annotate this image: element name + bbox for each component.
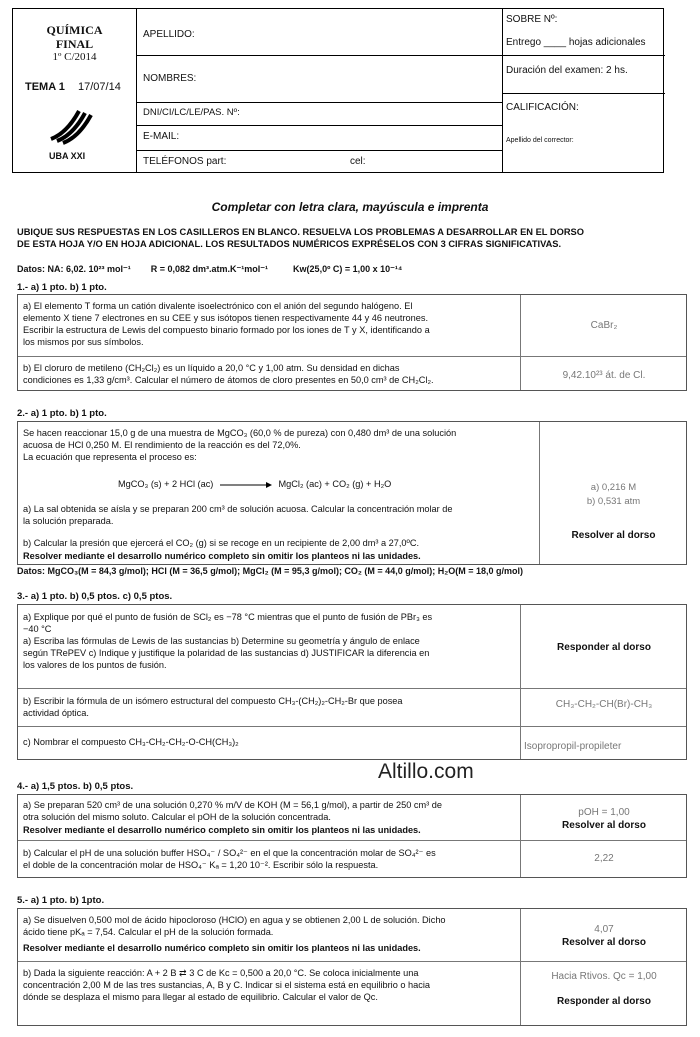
q2-title: 2.- a) 1 pto. b) 1 pto. bbox=[17, 408, 107, 419]
exam-header bbox=[12, 8, 664, 173]
q4a-text: a) Se preparan 520 cm³ de una solución 0,270 % m/V de KOH (M = 56,1 g/mol), a partir de 250 cm³ de otra solución del mismo soluto. Calcular el pOH de la solución concentrada. bbox=[23, 800, 443, 822]
q5b-answer[interactable]: Hacia Rtivos. Qc = 1,00 bbox=[551, 971, 657, 982]
calificacion-field[interactable]: CALIFICACIÓN: bbox=[506, 102, 579, 113]
subtitle: Completar con letra clara, mayúscula e imprenta bbox=[211, 200, 489, 214]
q5-box bbox=[17, 908, 687, 1026]
corrector-field[interactable]: Apellido del corrector: bbox=[506, 137, 574, 144]
q5b-text: b) Dada la siguiente reacción: A + 2 B ⇄ 3 C de Kc = 0,500 a 20,0 °C. Se coloca inicialmente una concentración 2,00 M de las tres sustancias, A, B y C. Indicar si el sistema está en equilibrio o hacia dónde se desplaza el mismo para llegar al estado de equilibrio. Calcular el valor de Qc. bbox=[23, 968, 431, 1002]
q1-title: 1.- a) 1 pto. b) 1 pto. bbox=[17, 282, 107, 293]
q4b-answer[interactable]: 2,22 bbox=[594, 853, 614, 864]
q5a-answer[interactable]: 4,07 bbox=[594, 924, 614, 935]
q5a-resolver: Resolver mediante el desarrollo numérico completo sin omitir los planteos ni las unidades. bbox=[23, 943, 421, 953]
uba-logo-icon bbox=[49, 109, 95, 147]
q3c-text: c) Nombrar el compuesto CH₃-CH₂-CH₂-O-CH(CH₃)₂ bbox=[23, 737, 239, 747]
q1a-text: a) El elemento T forma un catión divalente isoelectrónico con el anión del segundo halógeno. El elemento X tiene 7 electrones en su CEE y sus isótopos tienen respectivamente 44 y 46 neutrones. Escribir la estructura de Lewis del compuesto binario formado por los iones de T y X, identificando a los mismos por sus símbolos. bbox=[23, 301, 430, 347]
exam-title-line2: FINAL bbox=[55, 37, 94, 51]
logo-text: UBA XXI bbox=[49, 151, 86, 161]
q3a-text: a) Explique por qué el punto de fusión de SCl₂ es −78 °C mientras que el punto de fusión de PBr₃ es −40 °C a) Escriba las fórmulas de Lewis de las sustancias b) Determine su geometría y ángulo de enlace según TRePEV c) Indique y justifique la polaridad de las sustancias d) JUSTIFICAR la diferencia en los valores de los puntos de fusión. bbox=[23, 612, 433, 670]
q2a-answer[interactable]: a) 0,216 M bbox=[590, 482, 637, 493]
email-field[interactable]: E-MAIL: bbox=[143, 131, 180, 142]
apellido-field[interactable]: APELLIDO: bbox=[143, 29, 195, 40]
q4-title: 4.- a) 1,5 ptos. b) 0,5 ptos. bbox=[17, 781, 134, 792]
instructions-line2: DE ESTA HOJA Y/O EN HOJA ADICIONAL. LOS RESULTADOS NUMÉRICOS EXPRÉSELOS CON 3 CIFRAS SIGNIFICATIVAS. bbox=[17, 239, 562, 249]
datos-constants: Datos: NA: 6,02. 10²³ mol⁻¹ R = 0,082 dm³.atm.K⁻¹mol⁻¹ Kw(25,0º C) = 1,00 x 10⁻¹⁴ bbox=[17, 264, 403, 274]
q2a-text: a) La sal obtenida se aísla y se preparan 200 cm³ de solución acuosa. Calcular la concentración molar de la solución preparada. bbox=[23, 504, 453, 526]
q5a-answer-dorso[interactable]: Resolver al dorso bbox=[562, 937, 646, 948]
q4-box bbox=[17, 794, 687, 878]
sobre-field[interactable]: SOBRE Nº: bbox=[506, 14, 558, 25]
q1b-text: b) El cloruro de metileno (CH₂Cl₂) es un líquido a 20,0 °C y 1,00 atm. Su densidad en dichas condiciones es 1,33 g/cm³. Calcular el número de átomos de cloro presentes en 50,0 cm³ de CH₂Cl₂. bbox=[23, 363, 434, 385]
q3b-text: b) Escribir la fórmula de un isómero estructural del compuesto CH₃-(CH₂)₂-CH₂-Br que posea actividad óptica. bbox=[23, 696, 403, 718]
reaction-arrow-icon bbox=[220, 481, 272, 489]
duracion-label: Duración del examen: 2 hs. bbox=[506, 65, 628, 76]
q5-title: 5.- a) 1 pto. b) 1pto. bbox=[17, 895, 105, 906]
exam-date: 17/07/14 bbox=[78, 81, 121, 93]
exam-title-line1: QUÍMICA bbox=[46, 23, 103, 37]
q5a-text: a) Se disuelven 0,500 mol de ácido hipocloroso (HClO) en agua y se obtienen 2,00 L de solución. Dicho ácido tiene pKₐ = 7,54. Calcular el pH de la solución formada. bbox=[23, 915, 446, 937]
q1a-answer[interactable]: CaBr₂ bbox=[590, 320, 618, 331]
q4a-answer[interactable]: pOH = 1,00 bbox=[578, 807, 630, 818]
q2-text: Se hacen reaccionar 15,0 g de una muestra de MgCO₃ (60,0 % de pureza) con 0,480 dm³ de una solución acuosa de HCl 0,250 M. El rendimiento de la reacción es del 72,0%. La ecuación que representa el proceso es: bbox=[23, 428, 457, 462]
watermark: Altillo.com bbox=[378, 760, 474, 783]
exam-term: 1º C/2014 bbox=[52, 51, 97, 63]
q4a-answer-dorso[interactable]: Resolver al dorso bbox=[562, 820, 646, 831]
cel-field[interactable]: cel: bbox=[350, 156, 366, 167]
q3c-answer[interactable]: Isopropropil-propileter bbox=[524, 741, 622, 752]
instructions-line1: UBIQUE SUS RESPUESTAS EN LOS CASILLEROS EN BLANCO. RESUELVA LOS PROBLEMAS A DESARROLLAR EN EL DORSO bbox=[17, 227, 584, 237]
dni-field[interactable]: DNI/CI/LC/LE/PAS. Nº: bbox=[143, 107, 240, 118]
q2-datos: Datos: MgCO₃(M = 84,3 g/mol); HCl (M = 36,5 g/mol); MgCl₂ (M = 95,3 g/mol); CO₂ (M = 44,0 g/mol); H₂O(M = 18,0 g/mol) bbox=[17, 566, 523, 576]
q1b-answer[interactable]: 9,42.10²³ át. de Cl. bbox=[562, 370, 646, 381]
q2-equation: MgCO₃ (s) + 2 HCl (ac) MgCl₂ (ac) + CO₂ (g) + H₂O bbox=[118, 479, 392, 489]
q2-resolver: Resolver mediante el desarrollo numérico completo sin omitir los planteos ni las unidades. bbox=[23, 551, 421, 561]
q2-box bbox=[17, 421, 687, 565]
q3a-answer[interactable]: Responder al dorso bbox=[557, 642, 651, 653]
q4b-text: b) Calcular el pH de una solución buffer HSO₄⁻ / SO₄²⁻ en el que la concentración molar de SO₄²⁻ es el doble de la concentración molar de HSO₄⁻ Kₐ = 1,20 10⁻². Escribir sólo la respuesta. bbox=[23, 848, 436, 870]
q2b-text: b) Calcular la presión que ejercerá el CO₂ (g) si se recoge en un recipiente de 2,00 dm³ a 27,0ºC. bbox=[23, 538, 420, 548]
tema-label: TEMA 1 bbox=[25, 81, 65, 93]
q2b-answer[interactable]: b) 0,531 atm bbox=[586, 496, 641, 507]
q3-title: 3.- a) 1 pto. b) 0,5 ptos. c) 0,5 ptos. bbox=[17, 591, 173, 602]
entrego-field[interactable]: Entrego ____ hojas adicionales bbox=[506, 37, 646, 48]
q4a-resolver: Resolver mediante el desarrollo numérico completo sin omitir los planteos ni las unidades. bbox=[23, 825, 421, 835]
q3b-answer[interactable]: CH₃-CH₂-CH(Br)-CH₃ bbox=[555, 699, 653, 710]
q5b-answer-dorso[interactable]: Responder al dorso bbox=[557, 996, 651, 1007]
q3-box bbox=[17, 604, 687, 760]
telefonos-field[interactable]: TELÉFONOS part: bbox=[143, 156, 227, 167]
q1-box bbox=[17, 294, 687, 391]
q2-answer-dorso[interactable]: Resolver al dorso bbox=[571, 530, 656, 541]
nombres-field[interactable]: NOMBRES: bbox=[143, 73, 197, 84]
